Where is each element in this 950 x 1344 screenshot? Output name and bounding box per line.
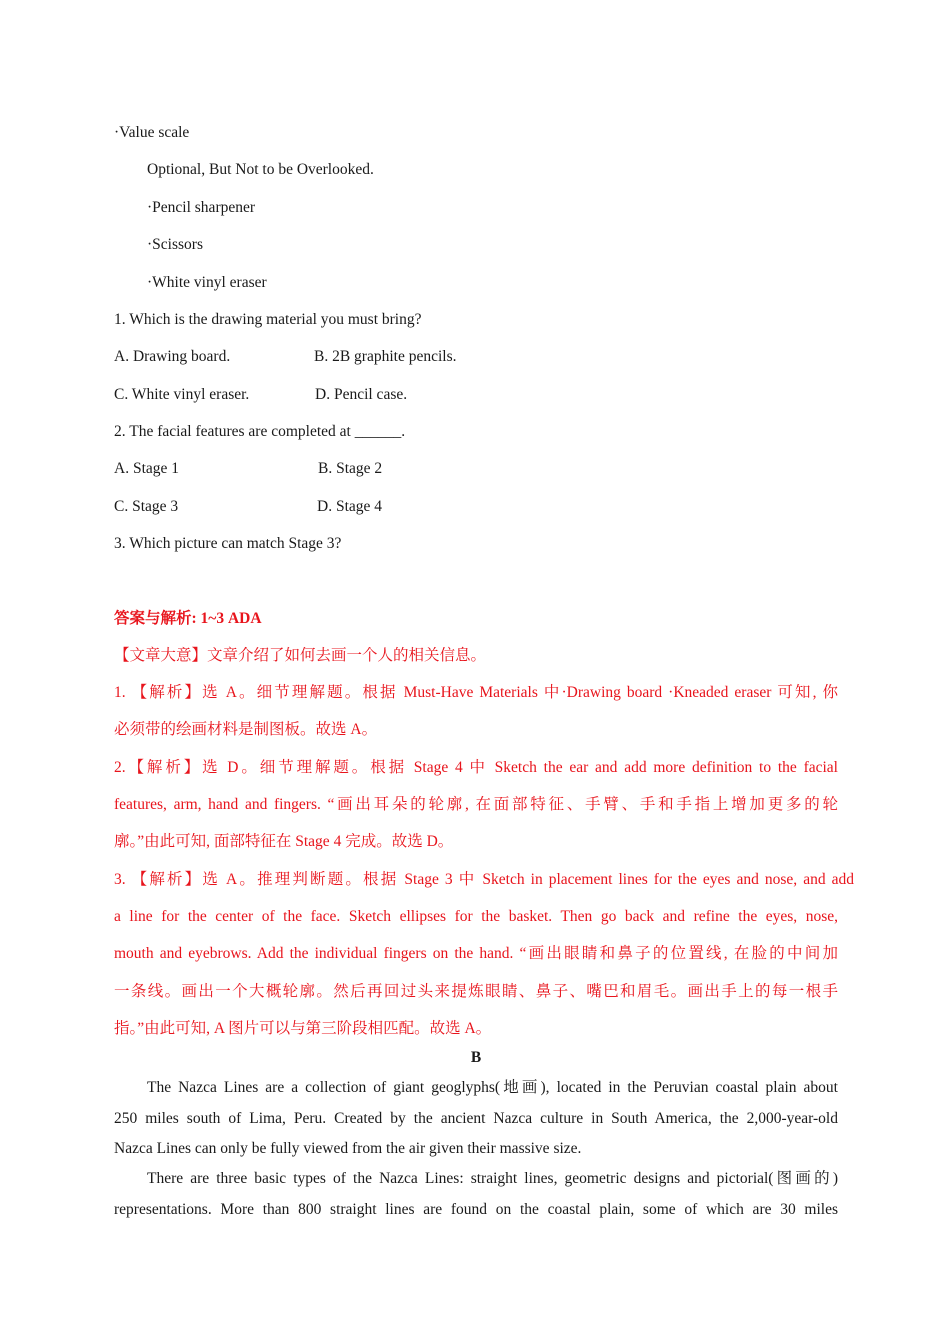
question-2-stem: 2. The facial features are completed at ______.	[114, 423, 406, 440]
question-1-option-c: C. White vinyl eraser.	[114, 386, 250, 403]
question-2-option-b: B. Stage 2	[318, 460, 383, 477]
optional-heading: Optional, But Not to be Overlooked.	[147, 161, 374, 178]
answer-1-line: 必须带的绘画材料是制图板。故选 A。	[114, 721, 378, 738]
section-b-p2-line: There are three basic types of the Nazca Lines: straight lines, geometric designs and pictorial(图画的)	[147, 1170, 838, 1187]
question-2-option-d: D. Stage 4	[317, 498, 383, 515]
section-b-label: B	[470, 1049, 482, 1066]
material-item: ·Scissors	[147, 236, 203, 253]
question-2-option-a: A. Stage 1	[114, 460, 180, 477]
answer-1-line: 1. 【解析】选 A。细节理解题。根据 Must-Have Materials 中·Drawing board ·Kneaded eraser 可知, 你	[114, 684, 838, 701]
question-2-option-c: C. Stage 3	[114, 498, 179, 515]
answer-3-line: 3. 【解析】选 A。推理判断题。根据 Stage 3 中 Sketch in placement lines for the eyes and nose, and add	[114, 871, 854, 888]
answer-summary: 【文章大意】文章介绍了如何去画一个人的相关信息。	[114, 647, 487, 664]
section-b-p1-line: 250 miles south of Lima, Peru. Created by the ancient Nazca culture in South America, the 2,000-year-old	[114, 1110, 838, 1127]
question-1-option-d: D. Pencil case.	[315, 386, 408, 403]
answer-2-line: 廓。”由此可知, 面部特征在 Stage 4 完成。故选 D。	[114, 833, 454, 850]
answer-3-line: a line for the center of the face. Sketch ellipses for the basket. Then go back and refine the eyes, nose,	[114, 908, 838, 925]
answer-heading: 答案与解析: 1~3 ADA	[114, 610, 262, 627]
material-item: ·Pencil sharpener	[147, 199, 256, 216]
question-1-stem: 1. Which is the drawing material you must bring?	[114, 311, 422, 328]
question-3-stem: 3. Which picture can match Stage 3?	[114, 535, 342, 552]
material-item: ·White vinyl eraser	[147, 274, 267, 291]
answer-3-line: 一条线。画出一个大概轮廓。然后再回过头来提炼眼睛、鼻子、嘴巴和眉毛。画出手上的每一根手	[114, 983, 838, 1000]
section-b-p1-line: The Nazca Lines are a collection of giant geoglyphs(地画), located in the Peruvian coastal plain about	[147, 1079, 838, 1096]
question-1-option-a: A. Drawing board.	[114, 348, 231, 365]
answer-3-line: mouth and eyebrows. Add the individual fingers on the hand. “画出眼睛和鼻子的位置线, 在脸的中间加	[114, 945, 838, 962]
answer-2-line: 2.【解析】选 D。细节理解题。根据 Stage 4 中 Sketch the ear and add more definition to the facial	[114, 759, 838, 776]
question-1-option-b: B. 2B graphite pencils.	[314, 348, 457, 365]
material-value-scale: ·Value scale	[114, 124, 190, 141]
answer-3-line: 指。”由此可知, A 图片可以与第三阶段相匹配。故选 A。	[114, 1020, 492, 1037]
answer-2-line: features, arm, hand and fingers. “画出耳朵的轮廓, 在面部特征、手臂、手和手指上增加更多的轮	[114, 796, 838, 813]
section-b-p2-line: representations. More than 800 straight lines are found on the coastal plain, some of which are 30 miles	[114, 1201, 838, 1218]
section-b-p1-line: Nazca Lines can only be fully viewed from the air given their massive size.	[114, 1140, 582, 1157]
